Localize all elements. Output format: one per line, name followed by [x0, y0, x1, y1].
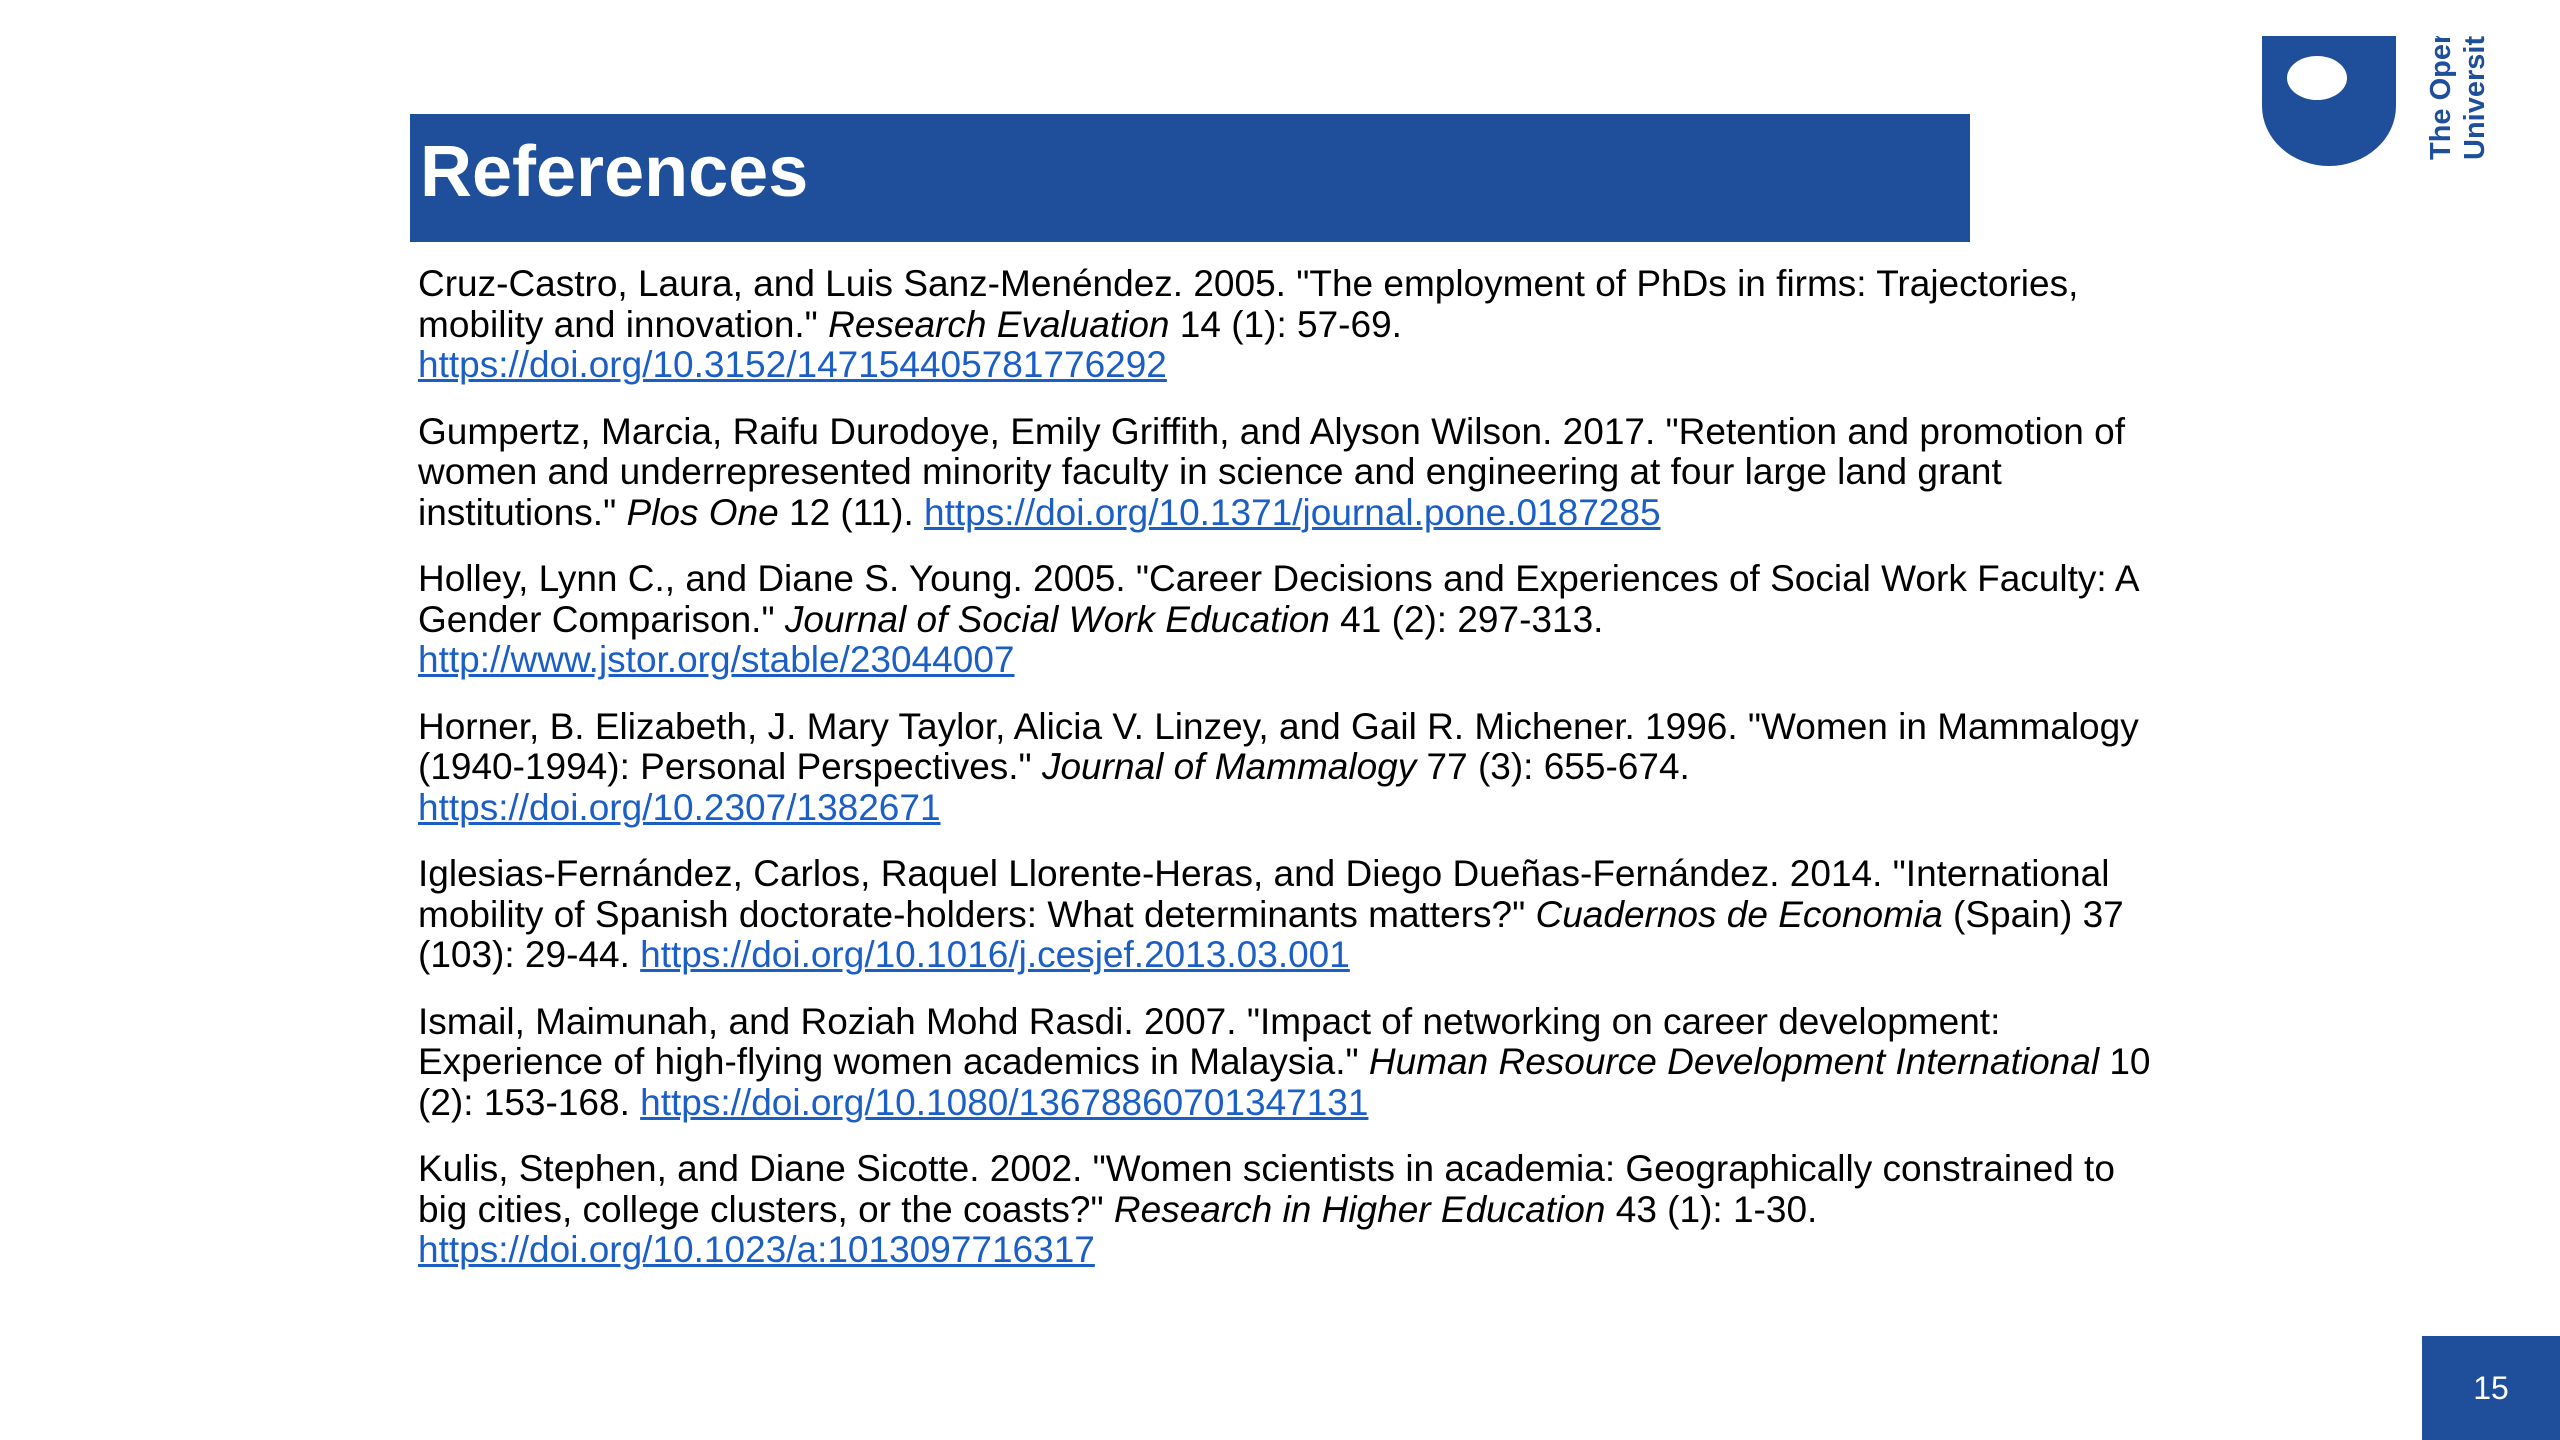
reference-item	[418, 1149, 2158, 1271]
reference-link[interactable]: http://www.jstor.org/stable/23044007	[418, 639, 1015, 680]
open-university-shield-icon	[2262, 36, 2502, 166]
reference-volume: 43 (1): 1-30.	[1605, 1188, 1818, 1230]
title-banner	[410, 114, 1970, 242]
reference-journal: Research Evaluation	[828, 303, 1170, 345]
reference-citation: Cruz-Castro, Laura, and Luis Sanz-Menéndez. 2005. "The employment of PhDs in firms: Trajectories, mobility and innovation."	[418, 263, 2079, 345]
reference-citation: Ismail, Maimunah, and Roziah Mohd Rasdi. 2007. "Impact of networking on career development: Experience of high-flying women academics in Malaysia."	[418, 1000, 2001, 1082]
reference-volume: 77 (3): 655-674.	[1416, 746, 1690, 787]
reference-citation: Iglesias-Fernández, Carlos, Raquel Llorente-Heras, and Diego Dueñas-Fernández. 2014. "International mobility of Spanish doctorate-holders: What determinants matters?"	[418, 853, 2110, 935]
page-number-box	[2422, 1336, 2560, 1440]
reference-citation: Horner, B. Elizabeth, J. Mary Taylor, Alicia V. Linzey, and Gail R. Michener. 1996. "Women in Mammalogy (1940-1994): Personal Perspectives."	[418, 705, 2139, 787]
reference-citation: Holley, Lynn C., and Diane S. Young. 2005. "Career Decisions and Experiences of Social Work Faculty: A Gender Comparison."	[418, 558, 2138, 640]
reference-link[interactable]: https://doi.org/10.3152/147154405781776292	[418, 344, 1167, 385]
reference-link[interactable]: https://doi.org/10.2307/1382671	[418, 786, 941, 828]
reference-journal: Cuadernos de Economia	[1535, 893, 1943, 935]
slide-title: References	[420, 132, 809, 212]
reference-journal: Plos One	[626, 491, 779, 533]
reference-journal: Human Resource Development International	[1368, 1041, 2100, 1082]
reference-journal: Journal of Mammalogy	[1041, 746, 1417, 787]
logo-text-line-1: The Open	[2425, 36, 2457, 160]
reference-link[interactable]: https://doi.org/10.1371/journal.pone.0187285	[924, 491, 1661, 533]
page-number: 15	[2473, 1369, 2509, 1406]
reference-item	[418, 707, 2158, 829]
reference-link[interactable]: https://doi.org/10.1023/a:1013097716317	[418, 1229, 1095, 1270]
reference-volume: 10 (2): 153-168.	[418, 1041, 2151, 1123]
reference-citation: Gumpertz, Marcia, Raifu Durodoye, Emily Griffith, and Alyson Wilson. 2017. "Retention and promotion of women and underrepresented minority faculty in science and engineering at four large land grant institutions."	[418, 410, 2126, 533]
reference-link[interactable]: https://doi.org/10.1080/13678860701347131	[640, 1081, 1369, 1123]
references-list	[418, 264, 2158, 1297]
open-university-logo	[2262, 36, 2502, 166]
reference-link[interactable]: https://doi.org/10.1016/j.cesjef.2013.03.001	[640, 934, 1350, 975]
logo-text-line-2: University	[2459, 36, 2491, 160]
reference-item	[418, 412, 2158, 534]
reference-volume: 12 (11).	[778, 491, 925, 533]
reference-item	[418, 264, 2158, 386]
reference-volume: (Spain) 37 (103): 29-44.	[418, 893, 2124, 975]
reference-citation: Kulis, Stephen, and Diane Sicotte. 2002. "Women scientists in academia: Geographically constrained to big cities, college clusters, or the coasts?"	[418, 1148, 2115, 1230]
reference-volume: 14 (1): 57-69.	[1169, 303, 1402, 345]
reference-item	[418, 559, 2158, 681]
reference-journal: Research in Higher Education	[1113, 1188, 1606, 1230]
reference-item	[418, 854, 2158, 976]
reference-journal: Journal of Social Work Education	[784, 598, 1330, 640]
reference-volume: 41 (2): 297-313.	[1329, 598, 1604, 640]
reference-item	[418, 1002, 2158, 1124]
